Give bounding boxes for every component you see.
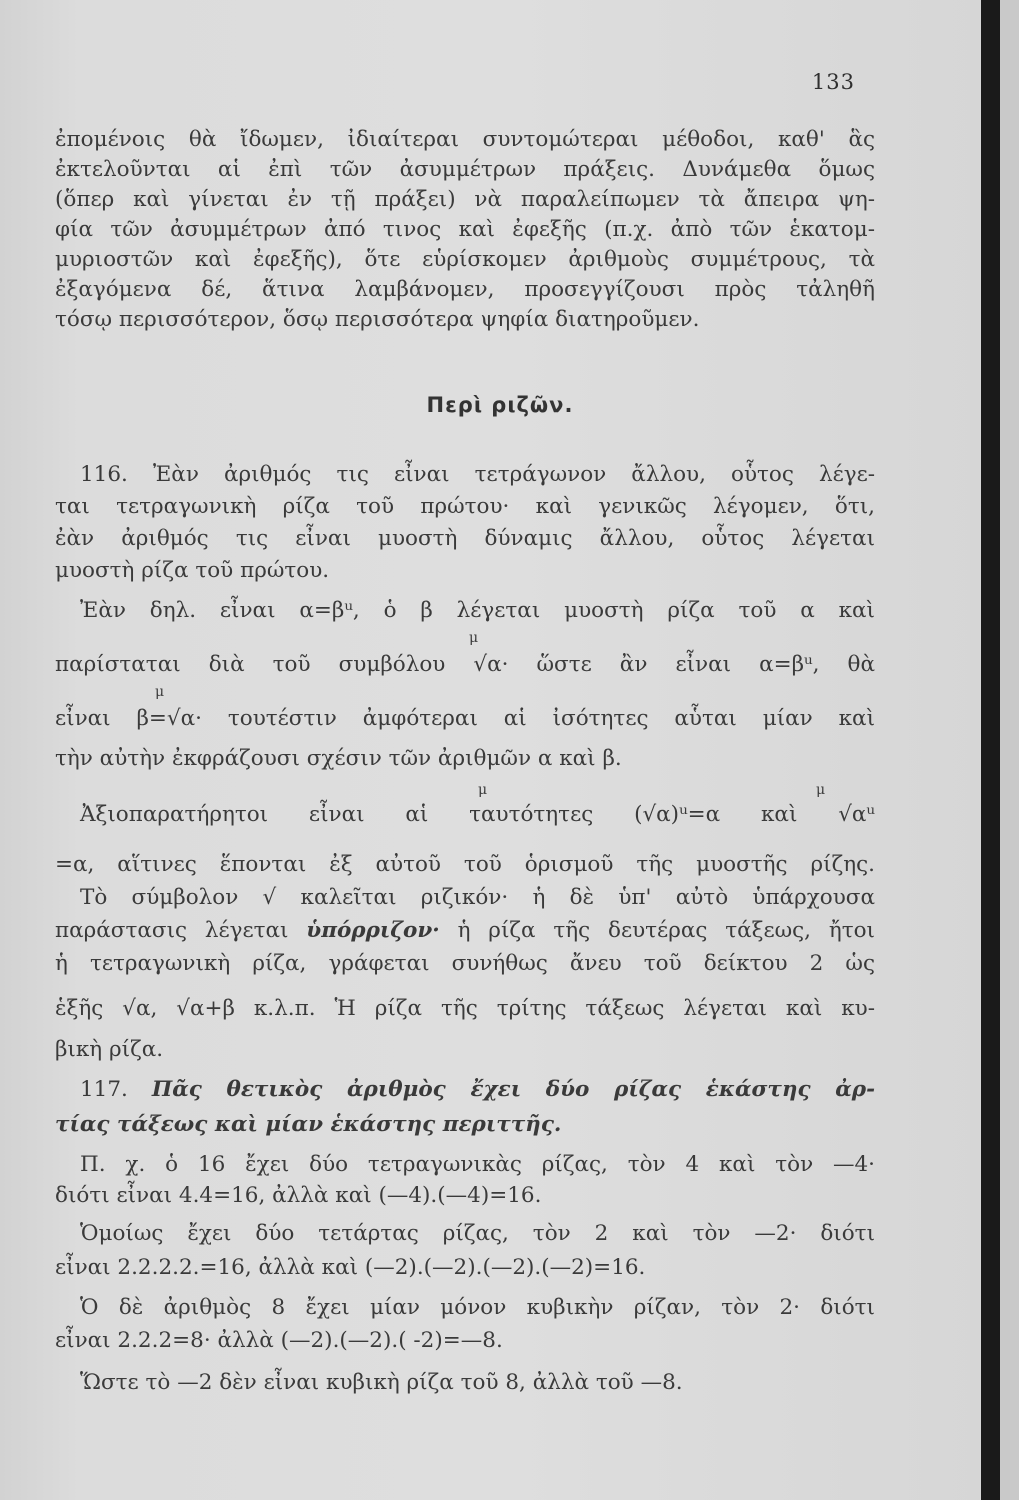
page-edge xyxy=(981,0,1000,1500)
text-run: ἡ ρίζα τῆς δευτέρας τάξεως, ἤτοι xyxy=(457,918,875,943)
text-line: ἐὰν ἀριθμός τις εἶναι μυοστὴ δύναμις ἄλλου, οὗτος λέγεται xyxy=(55,526,875,551)
text-line: ἐκτελοῦνται αἱ ἐπὶ τῶν ἀσυμμέτρων πράξεις. Δυνάμεθα ὅμως xyxy=(55,157,875,182)
root-index: μ xyxy=(469,630,479,646)
text-line: τόσῳ περισσότερον, ὅσῳ περισσότερα ψηφία διατηροῦμεν. xyxy=(55,307,700,332)
root-index: μ xyxy=(816,782,826,798)
text-line: Π. χ. ὁ 16 ἔχει δύο τετραγωνικὰς ρίζας, τὸν 4 καὶ τὸν —4· xyxy=(80,1152,875,1177)
page-number: 133 xyxy=(811,70,855,94)
text-line: διότι εἶναι 4.4=16, ἀλλὰ καὶ (—4).(—4)=16. xyxy=(55,1183,542,1208)
text-line: Ὁ δὲ ἀριθμὸς 8 ἔχει μίαν μόνον κυβικὴν ρίζαν, τὸν 2· διότι xyxy=(80,1295,875,1320)
text-line: 116. Ἐὰν ἀριθμός τις εἶναι τετράγωνον ἄλλου, οὗτος λέγε- xyxy=(80,462,875,487)
text-line: ἐπομένοις θὰ ἴδωμεν, ἰδιαίτεραι συντομώτεραι μέθοδοι, καθ' ἃς xyxy=(55,127,875,152)
text-line: Ὥστε τὸ —2 δὲν εἶναι κυβικὴ ρίζα τοῦ 8, ἀλλὰ τοῦ —8. xyxy=(80,1370,683,1395)
text-line: τὴν αὐτὴν ἐκφράζουσι σχέσιν τῶν ἀριθμῶν α καὶ β. xyxy=(55,746,622,771)
theorem-text: τίας τάξεως καὶ μίαν ἑκάστης περιττῆς. xyxy=(55,1112,562,1137)
text-line: ἐξαγόμενα δέ, ἅτινα λαμβάνομεν, προσεγγίζουσι πρὸς τἀληθῆ xyxy=(55,277,875,302)
text-line: εἶναι 2.2.2.2.=16, ἀλλὰ καὶ (—2).(—2).(—2).(—2)=16. xyxy=(55,1255,646,1280)
text-line: μυοστὴ ρίζα τοῦ πρώτου. xyxy=(55,558,330,583)
text-line: μυριοστῶν καὶ ἐφεξῆς), ὅτε εὑρίσκομεν ἀριθμοὺς συμμέτρους, τὰ xyxy=(55,247,875,272)
text-run: παράστασις λέγεται xyxy=(55,918,289,943)
text-line: βικὴ ρίζα. xyxy=(55,1037,164,1062)
text-line: (ὅπερ καὶ γίνεται ἐν τῇ πράξει) νὰ παραλείπωμεν τὰ ἄπειρα ψη- xyxy=(55,187,875,212)
text-line: φία τῶν ἀσυμμέτρων ἀπό τινος καὶ ἐφεξῆς (π.χ. ἀπὸ τῶν ἑκατομ- xyxy=(55,217,875,242)
section-heading: Περὶ ριζῶν. xyxy=(426,393,574,417)
text-line: Ἀξιοπαρατήρητοι εἶναι αἱ ταυτότητες (√α)ᵘ=α καὶ √αᵘ xyxy=(80,802,875,827)
text-line: =α, αἵτινες ἕπονται ἐξ αὐτοῦ τοῦ ὁρισμοῦ τῆς μυοστῆς ρίζης. xyxy=(55,852,875,877)
theorem-text: Πᾶς θετικὸς ἀριθμὸς ἔχει δύο ρίζας ἑκάστης ἀρ- xyxy=(151,1077,875,1102)
text-line: παρίσταται διὰ τοῦ συμβόλου √α· ὥστε ἂν εἶναι α=βᵘ, θὰ xyxy=(55,652,875,677)
root-index: μ xyxy=(478,782,488,798)
text-line xyxy=(55,916,875,946)
text-line: Τὸ σύμβολον √ καλεῖται ριζικόν· ἡ δὲ ὑπ' αὐτὸ ὑπάρχουσα xyxy=(80,885,875,910)
text-line: Ὁμοίως ἔχει δύο τετάρτας ρίζας, τὸν 2 καὶ τὸν —2· διότι xyxy=(80,1221,875,1246)
text-line: ἡ τετραγωνικὴ ρίζα, γράφεται συνήθως ἄνευ τοῦ δείκτου 2 ὡς xyxy=(55,951,875,976)
section-number: 117. xyxy=(80,1077,128,1102)
text-line: ἑξῆς √α, √α+β κ.λ.π. Ἡ ρίζα τῆς τρίτης τάξεως λέγεται καὶ κυ- xyxy=(55,996,875,1021)
text-line xyxy=(80,1075,875,1105)
text-line: εἶναι β=√α· τουτέστιν ἀμφότεραι αἱ ἰσότητες αὗται μίαν καὶ xyxy=(55,706,875,731)
root-index: μ xyxy=(155,684,165,700)
text-line: Ἐὰν δηλ. εἶναι α=βᵘ, ὁ β λέγεται μυοστὴ ρίζα τοῦ α καὶ xyxy=(80,598,875,623)
text-line: εἶναι 2.2.2=8· ἀλλὰ (—2).(—2).( -2)=—8. xyxy=(55,1328,503,1353)
text-line: ται τετραγωνικὴ ρίζα τοῦ πρώτου· καὶ γενικῶς λέγομεν, ὅτι, xyxy=(55,494,875,519)
term-emphasis: ὑπόρριζον· xyxy=(306,918,440,943)
